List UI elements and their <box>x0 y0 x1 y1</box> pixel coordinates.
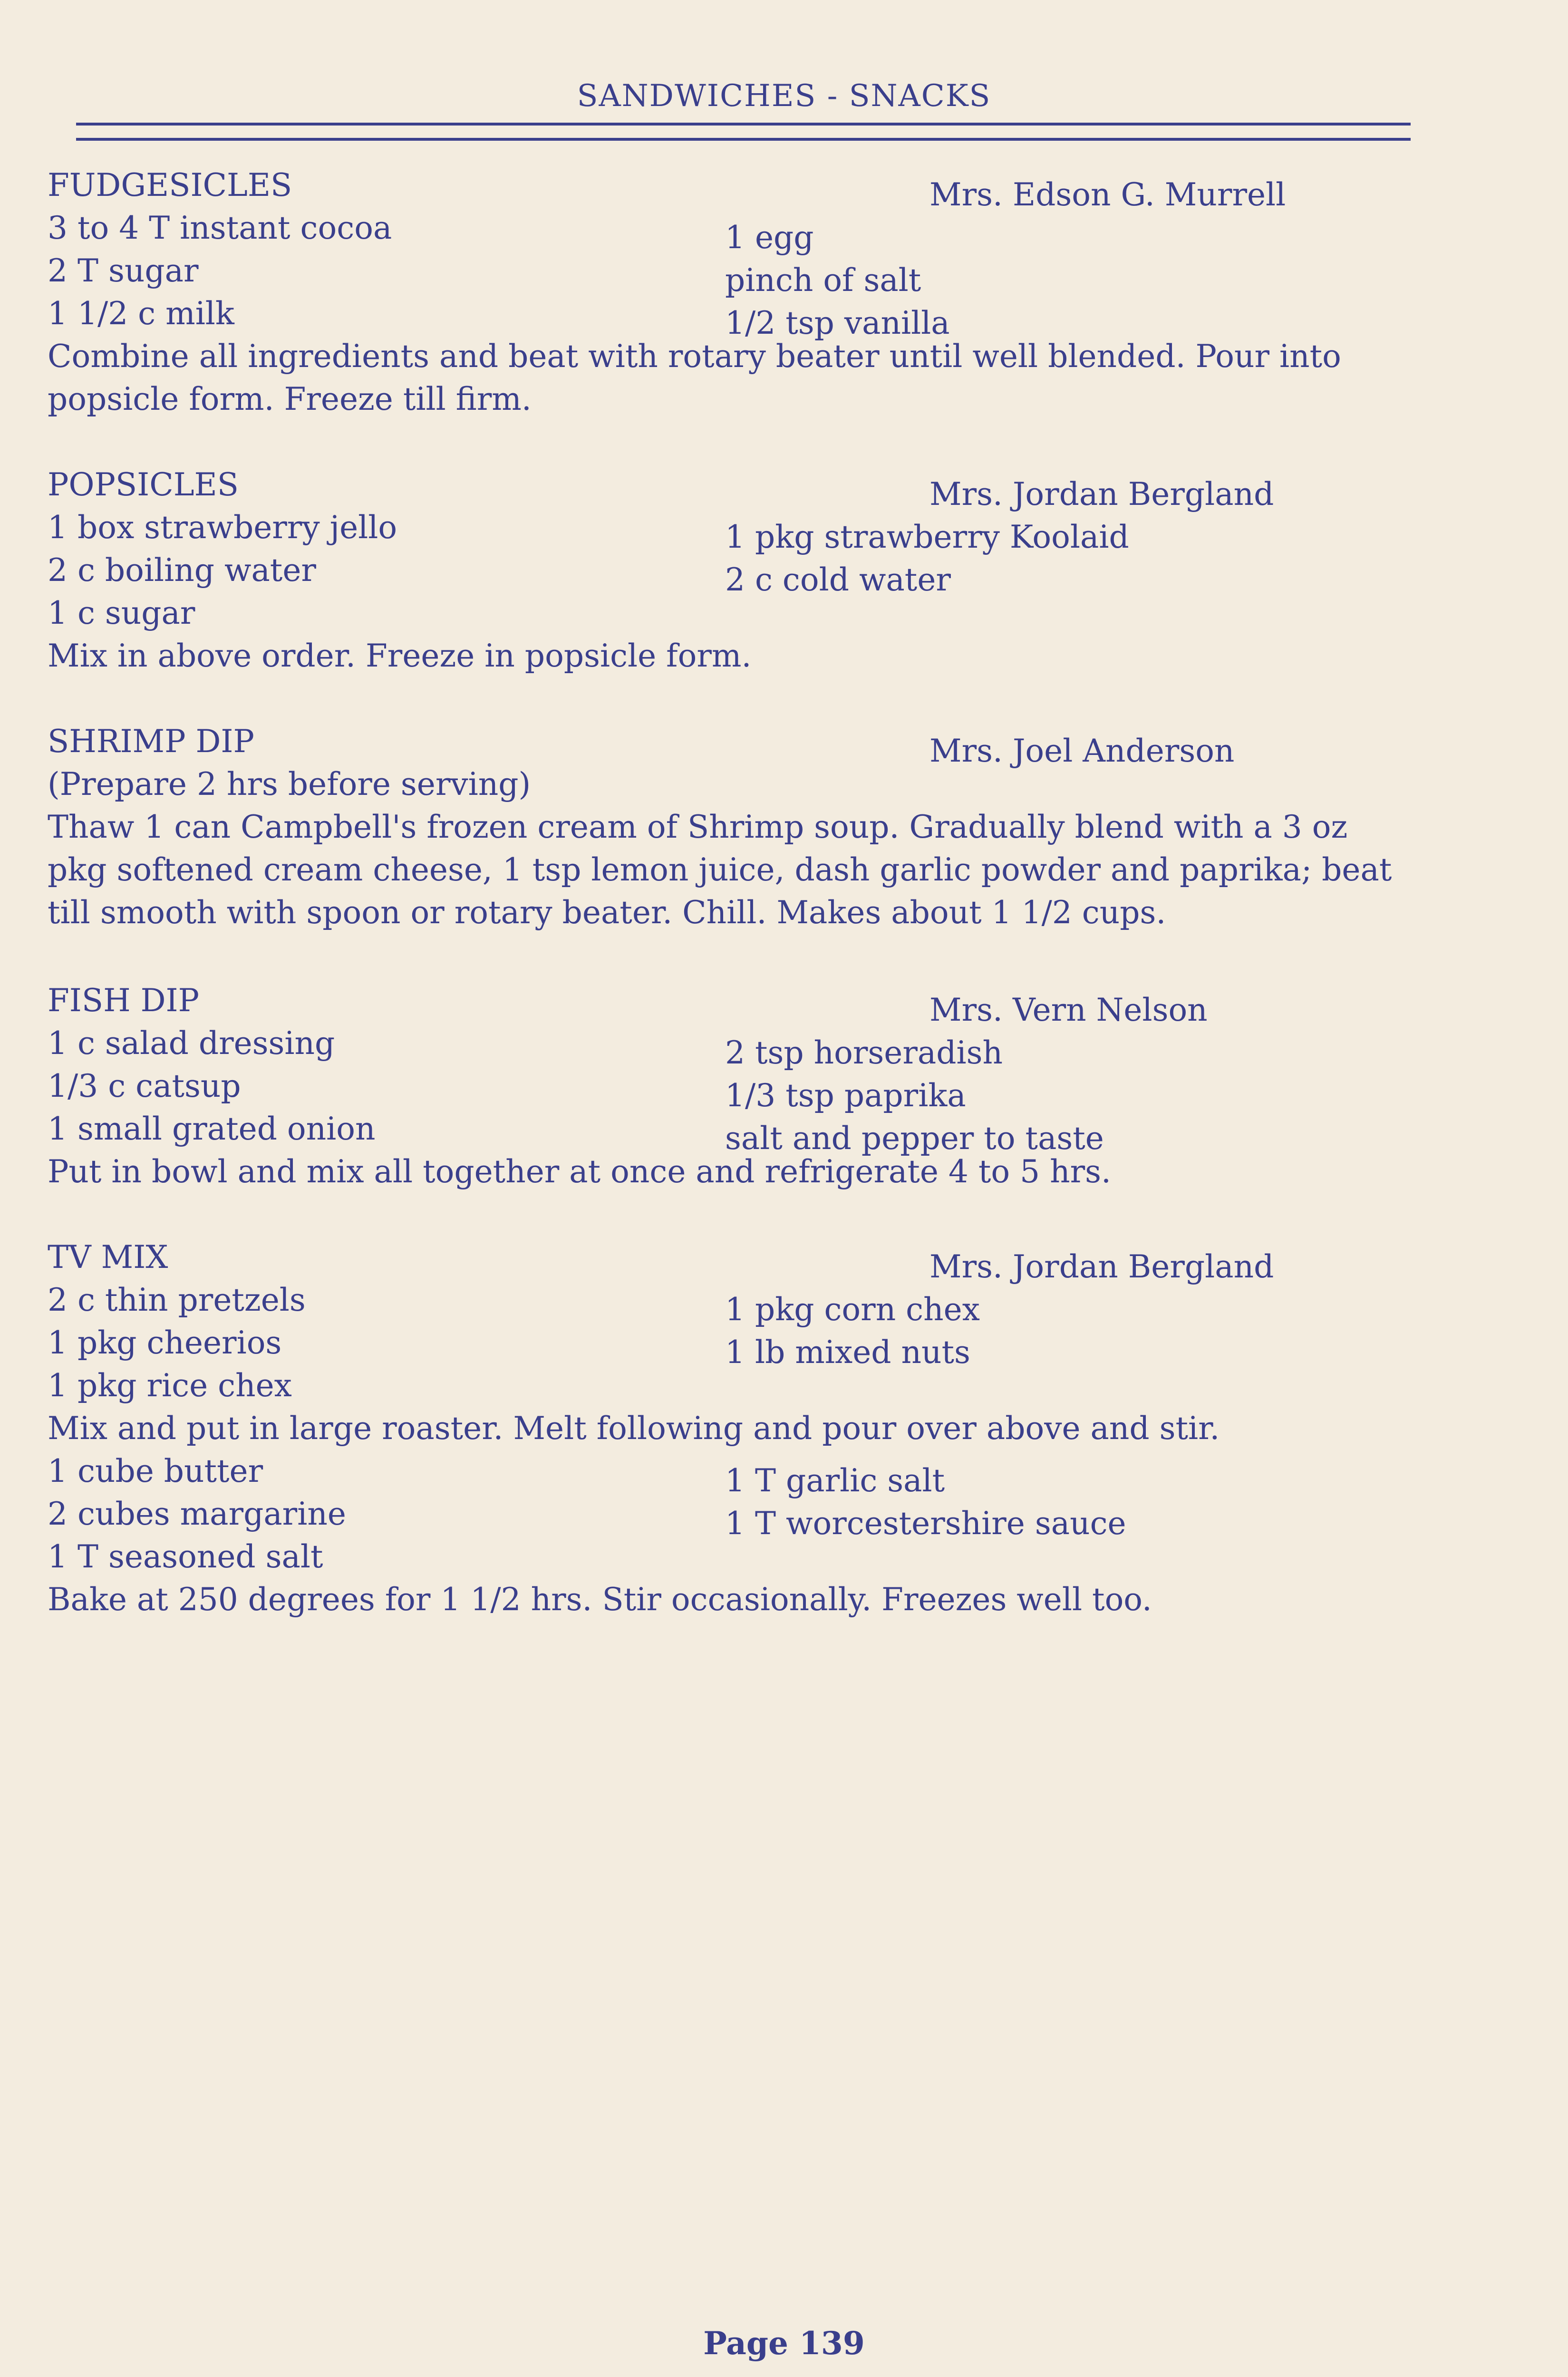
recipe-fish-dip <box>48 979 1512 1193</box>
recipe-author: Mrs. Jordan Bergland <box>929 476 1274 512</box>
recipe-title: POPSICLES <box>48 466 239 503</box>
ingredient: 1 egg <box>725 219 814 256</box>
instructions: till smooth with spoon or rotary beater. Chill. Makes about 1 1/2 cups. <box>48 894 1166 931</box>
ingredient: 2 c boiling water <box>48 552 316 589</box>
instructions: Thaw 1 can Campbell's frozen cream of Shrimp soup. Gradually blend with a 3 oz <box>48 809 1348 845</box>
instructions: pkg softened cream cheese, 1 tsp lemon juice, dash garlic powder and paprika; beat <box>48 851 1392 888</box>
ingredient: 2 c cold water <box>725 561 951 598</box>
ingredient: pinch of salt <box>725 262 921 299</box>
instructions: Mix in above order. Freeze in popsicle form. <box>48 638 752 674</box>
recipe-author: Mrs. Jordan Bergland <box>929 1248 1274 1285</box>
section-header: SANDWICHES - SNACKS <box>577 78 991 114</box>
instructions: Mix and put in large roaster. Melt following and pour over above and stir. <box>48 1410 1220 1447</box>
recipe-popsicles <box>48 464 1512 677</box>
ingredient: 2 tsp horseradish <box>725 1034 1003 1071</box>
ingredient: 1 cube butter <box>48 1453 263 1489</box>
header-rule-bottom <box>76 138 1411 141</box>
recipe-author: Mrs. Vern Nelson <box>929 992 1208 1028</box>
ingredient: 1/2 tsp vanilla <box>725 305 950 341</box>
recipe-title: SHRIMP DIP <box>48 723 254 760</box>
ingredient: 1 pkg strawberry Koolaid <box>725 519 1129 555</box>
ingredient: 1 T worcestershire sauce <box>725 1505 1126 1542</box>
recipe-title: FISH DIP <box>48 982 200 1019</box>
recipe-author: Mrs. Joel Anderson <box>929 733 1235 769</box>
ingredient: 1 c salad dressing <box>48 1025 335 1062</box>
ingredient: 1 pkg cheerios <box>48 1324 282 1361</box>
ingredient: 1 small grated onion <box>48 1111 376 1147</box>
header-rule-top <box>76 123 1411 126</box>
ingredient: 1 c sugar <box>48 595 195 631</box>
ingredient: 2 T sugar <box>48 252 199 289</box>
ingredient: 1 T seasoned salt <box>48 1538 323 1575</box>
ingredient: 1 lb mixed nuts <box>725 1334 970 1371</box>
instructions: Combine all ingredients and beat with rotary beater until well blended. Pour into <box>48 338 1341 375</box>
ingredient: salt and pepper to taste <box>725 1120 1104 1157</box>
recipe-note: (Prepare 2 hrs before serving) <box>48 766 531 802</box>
ingredient: 1 box strawberry jello <box>48 509 397 546</box>
recipe-fudgesicles <box>48 164 1512 421</box>
page-number: Page 139 <box>703 2325 865 2362</box>
instructions: Put in bowl and mix all together at once and refrigerate 4 to 5 hrs. <box>48 1153 1112 1190</box>
ingredient: 1 T garlic salt <box>725 1462 945 1499</box>
instructions: popsicle form. Freeze till firm. <box>48 381 532 417</box>
ingredient: 1 pkg corn chex <box>725 1291 980 1328</box>
recipe-author: Mrs. Edson G. Murrell <box>929 176 1286 213</box>
recipe-title: FUDGESICLES <box>48 167 292 203</box>
instructions: Bake at 250 degrees for 1 1/2 hrs. Stir occasionally. Freezes well too. <box>48 1581 1152 1618</box>
recipe-tv-mix <box>48 1236 1512 1621</box>
recipe-shrimp-dip <box>48 720 1512 934</box>
ingredient: 1/3 c catsup <box>48 1068 241 1104</box>
ingredient: 1/3 tsp paprika <box>725 1077 966 1114</box>
ingredient: 1 1/2 c milk <box>48 295 234 332</box>
ingredient: 3 to 4 T instant cocoa <box>48 210 392 246</box>
ingredient: 2 cubes margarine <box>48 1496 346 1532</box>
recipe-title: TV MIX <box>48 1239 168 1275</box>
ingredient: 1 pkg rice chex <box>48 1367 292 1404</box>
ingredient: 2 c thin pretzels <box>48 1282 306 1318</box>
